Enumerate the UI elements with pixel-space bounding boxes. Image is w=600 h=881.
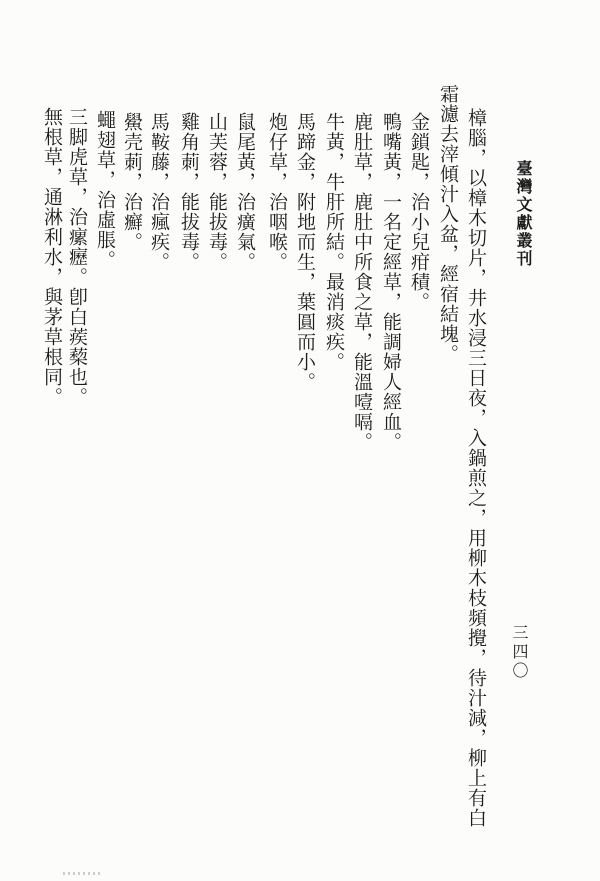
scan-smudge-artifact <box>63 872 101 875</box>
text-column-wugencao: 無根草，通淋利水，與茅草根同。 <box>41 107 62 407</box>
text-column-camphor-line2: 霜濾去滓傾汁入盆，經宿結塊。 <box>437 84 458 364</box>
text-column-jinsuoshi: 金鎖匙，治小兒疳積。 <box>408 112 429 312</box>
text-column-maanteng: 馬鞍藤，治瘋疾。 <box>148 112 169 272</box>
text-column-paozicao: 炮仔草，治咽喉。 <box>266 112 287 272</box>
text-column-yazuihuang: 鴨嘴黃，一名定經草，能調婦人經血。 <box>380 112 401 452</box>
text-column-luducao: 鹿肚草，鹿肚中所食之草，能溫噎嗝。 <box>351 112 372 452</box>
text-column-shuweihuang: 鼠尾黃，治癀氣。 <box>234 112 255 272</box>
text-column-niuhuang: 牛黃，牛肝所結。最消痰疾。 <box>323 112 344 372</box>
text-column-yingchicao: 蠅翅草，治虛脹。 <box>94 110 115 270</box>
text-column-matijin: 馬蹄金，附地而生，葉圓而小。 <box>294 112 315 392</box>
page-number: 三四〇 <box>510 624 527 681</box>
text-column-houkeci: 鱟壳莿，治癬。 <box>121 112 142 252</box>
text-column-sanjiaohucao: 三脚虎草，治瘰癧。卽白蒺蔾也。 <box>66 107 87 407</box>
series-title: 臺灣文獻叢刊 <box>514 160 531 268</box>
text-column-shanfurong: 山芙蓉，能拔毒。 <box>206 112 227 272</box>
text-column-jijiaoci: 雞角莿，能拔毒。 <box>178 112 199 272</box>
text-column-camphor-line1: 樟腦，以樟木切片，井水浸三日夜，入鍋煎之，用柳木枝頻攪，待汁減，柳上有白 <box>465 108 486 828</box>
